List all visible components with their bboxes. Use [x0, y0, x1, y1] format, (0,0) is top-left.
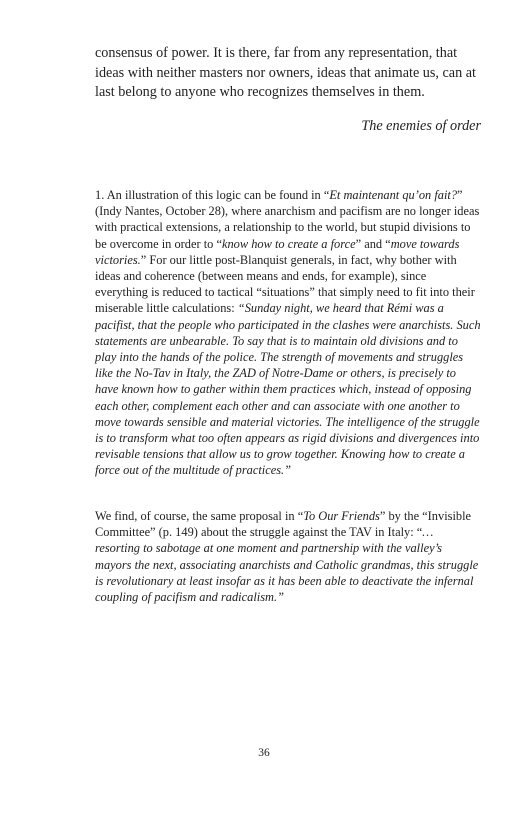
footnote-2-quote: … resorting to sabotage at one moment and partnership with the valley’s mayors the next, associating anarchists and Catholic grandmas, this struggle is revolutionary at least insofar as it has been able to deactivate the infernal coupling of pacifism and radicalism.”: [95, 525, 479, 605]
footnote-1-after-title: ” (Indy Nantes, October 28), where anarchism and pacifism are no longer ideas with practical extensions, a relationship to the world, but stupid divisions to be overcome in order to “: [95, 188, 480, 251]
footnote-1-text: [95, 187, 481, 479]
footnote-1-phrase-2: move towards victories.: [95, 236, 460, 267]
footnote-2-after-title: ” by the “Invisible Committee” (p. 149) about the struggle against the TAV in Italy: “: [95, 509, 472, 540]
footnote-1-between: ” and “: [355, 236, 391, 251]
footnote-1: [95, 187, 481, 479]
footnote-2-source-title: To Our Friends: [303, 509, 380, 523]
footnote-1-phrase-1: know how to create a force: [221, 236, 356, 251]
footnote-2: [95, 508, 481, 605]
footnote-2-text: [95, 508, 481, 605]
body-paragraph: consensus of power. It is there, far from any representation, that ideas with neither masters nor owners, ideas that animate us, can at last belong to anyone who recognizes themselves in them.: [95, 45, 476, 100]
footnote-1-quote: “Sunday night, we heard that Rémi was a pacifist, that the people who participated in the clashes were anarchists. Such statements are unbearable. To say that is to maintain old divisions and to play into the hands of the police. The strength of movements and struggles like the No-Tav in Italy, the ZAD of Notre-Dame or others, is precisely to have known how to gather within them practices which, instead of opposing each other, complement each other and can associate with one another to move towards sensible and material victories. The intelligence of the struggle is to transform what too often appears as rigid divisions and divergences into revisable tensions that allow us to grow together. Knowing how to create a force out of the multitude of practices.”: [95, 301, 481, 478]
footnote-1-source-title: Et maintenant qu’on fait?: [329, 188, 458, 202]
page-number: 36: [258, 747, 270, 759]
signature: The enemies of order: [361, 118, 481, 134]
footnote-2-lead: We find, of course, the same proposal in “: [95, 509, 304, 523]
footnote-1-lead: 1. An illustration of this logic can be found in “: [95, 188, 330, 202]
footnote-1-after-phrase-2: ” For our little post-Blanquist generals, in fact, why bother with ideas and coherence (between means and ends, for example), since everything is reduced to tactical “situations” that simply need to fit into their miserable little calculations:: [95, 252, 475, 316]
